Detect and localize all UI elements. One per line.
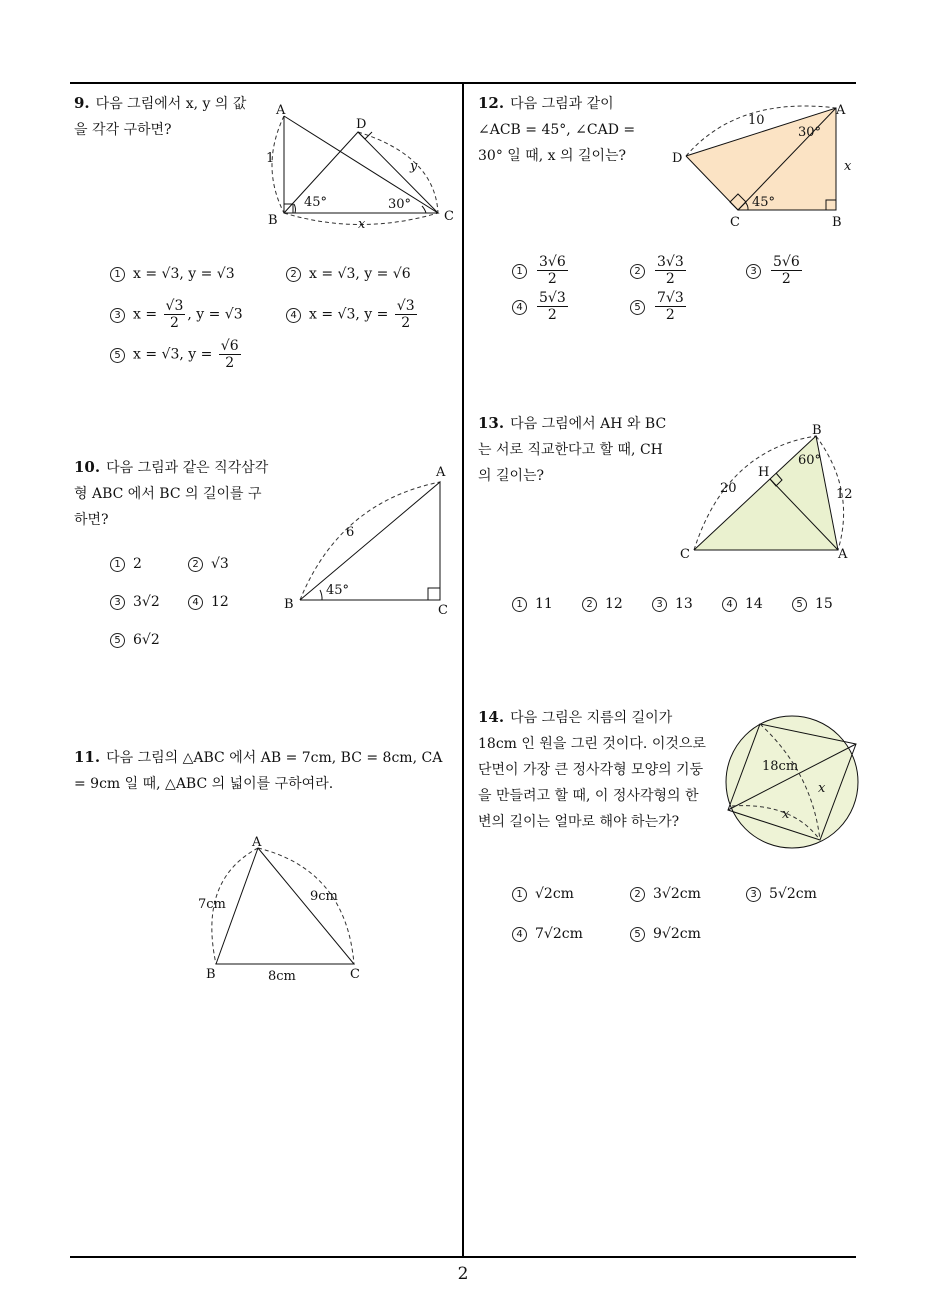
choice-5[interactable]: 5 9√2cm (630, 926, 701, 942)
label-side-12: 12 (836, 487, 853, 502)
question-13 (478, 410, 668, 489)
choice-5[interactable]: 5 x = √3, y = $\frac{√6}{2}$ (110, 338, 243, 371)
label-A: A (838, 547, 848, 562)
label-B: B (812, 423, 822, 438)
choice-4[interactable]: 4 $\frac{5√3}{2}$ (512, 290, 570, 323)
question-number: 14. (478, 708, 505, 726)
label-ca: 9cm (310, 889, 338, 904)
question-number: 12. (478, 94, 505, 112)
label-C: C (444, 209, 454, 224)
label-angle-60: 60° (798, 453, 822, 468)
label-A: A (436, 465, 446, 480)
label-x: x (358, 217, 366, 232)
label-D: D (672, 151, 683, 166)
page-number: 2 (457, 1264, 469, 1284)
column-divider (462, 82, 464, 1258)
label-A: A (276, 103, 286, 118)
label-angle-45: 45° (326, 583, 350, 598)
choice-1[interactable]: 1 2 (110, 556, 142, 572)
choice-5[interactable]: 5 15 (792, 596, 833, 612)
choice-3[interactable]: 3 3√2 (110, 594, 160, 610)
question-11 (74, 744, 456, 797)
choice-1[interactable]: 1 √2cm (512, 886, 574, 902)
label-B: B (832, 215, 842, 230)
question-text: 다음 그림에서 x, y 의 값을 각각 구하면? (74, 96, 247, 138)
question-12 (478, 90, 654, 169)
question-text: 다음 그림은 지름의 길이가 18cm 인 원을 그린 것이다. 이것으로 단면이 가장 큰 정사각형 모양의 기둥을 만들려고 할 때, 이 정사각형의 한 변의 길이는 얼마로 해야 하는가? (478, 710, 706, 830)
choice-4[interactable]: 4 14 (722, 596, 763, 612)
choice-2[interactable]: 2 x = √3, y = √6 (286, 266, 411, 282)
figure-q12 (668, 96, 868, 236)
label-x-1: x (818, 781, 826, 796)
label-C: C (680, 547, 690, 562)
label-A: A (836, 103, 846, 118)
label-B: B (284, 597, 294, 612)
label-C: C (350, 967, 360, 982)
choice-5[interactable]: 5 6√2 (110, 632, 160, 648)
label-side-20: 20 (720, 481, 737, 496)
choice-1[interactable]: 1 x = √3, y = √3 (110, 266, 235, 282)
choice-3[interactable]: 3 5√2cm (746, 886, 817, 902)
label-side-10: 10 (748, 113, 765, 128)
question-10 (74, 454, 274, 533)
choice-4[interactable]: 4 x = √3, y = $\frac{√3}{2}$ (286, 298, 419, 331)
choice-3[interactable]: 3 13 (652, 596, 693, 612)
question-number: 11. (74, 748, 101, 766)
bottom-rule (70, 1256, 856, 1258)
choice-4[interactable]: 4 7√2cm (512, 926, 583, 942)
label-angle-45: 45° (304, 195, 328, 210)
label-B: B (206, 967, 216, 982)
choice-3[interactable]: 3 $\frac{5√6}{2}$ (746, 254, 804, 287)
question-number: 9. (74, 94, 90, 112)
label-angle-30: 30° (798, 125, 822, 140)
choice-2[interactable]: 2 12 (582, 596, 623, 612)
label-bc: 8cm (268, 969, 296, 984)
label-x: x (844, 159, 852, 174)
choice-1[interactable]: 1 $\frac{3√6}{2}$ (512, 254, 570, 287)
choice-2[interactable]: 2 3√2cm (630, 886, 701, 902)
question-text: 다음 그림의 △ABC 에서 AB = 7cm, BC = 8cm, CA = 9cm 일 때, △ABC 의 넓이를 구하여라. (74, 750, 443, 792)
label-y: y (410, 159, 418, 174)
figure-q13 (676, 420, 866, 570)
label-D: D (356, 117, 367, 132)
choice-5[interactable]: 5 $\frac{7√3}{2}$ (630, 290, 688, 323)
question-text: 다음 그림에서 AH 와 BC 는 서로 직교한다고 할 때, CH 의 길이는? (478, 416, 667, 484)
choice-2[interactable]: 2 $\frac{3√3}{2}$ (630, 254, 688, 287)
choice-4[interactable]: 4 12 (188, 594, 229, 610)
choice-3[interactable]: 3 x = $\frac{√3}{2}$ , y = √3 (110, 298, 243, 331)
question-9 (74, 90, 254, 143)
label-C: C (438, 603, 448, 618)
label-ab: 7cm (198, 897, 226, 912)
question-text: 다음 그림과 같은 직각삼각형 ABC 에서 BC 의 길이를 구하면? (74, 460, 269, 528)
label-side-6: 6 (346, 525, 355, 540)
question-number: 10. (74, 458, 101, 476)
choice-1[interactable]: 1 11 (512, 596, 553, 612)
figure-q10 (280, 462, 460, 622)
label-x-2: x (782, 807, 790, 822)
question-text: 다음 그림과 같이 ∠ACB = 45°, ∠CAD = 30° 일 때, x 의 길이는? (478, 96, 636, 164)
choice-2[interactable]: 2 √3 (188, 556, 229, 572)
label-angle-30: 30° (388, 197, 412, 212)
figure-q14 (722, 712, 862, 852)
label-B: B (268, 213, 278, 228)
figure-q11 (196, 830, 376, 990)
label-angle-45: 45° (752, 195, 776, 210)
label-side-1: 1 (266, 151, 275, 166)
question-number: 13. (478, 414, 505, 432)
label-H: H (758, 465, 770, 480)
question-14 (478, 704, 714, 835)
label-A: A (252, 835, 262, 850)
label-C: C (730, 215, 740, 230)
label-diameter: 18cm (762, 759, 799, 774)
figure-q9 (260, 96, 460, 236)
